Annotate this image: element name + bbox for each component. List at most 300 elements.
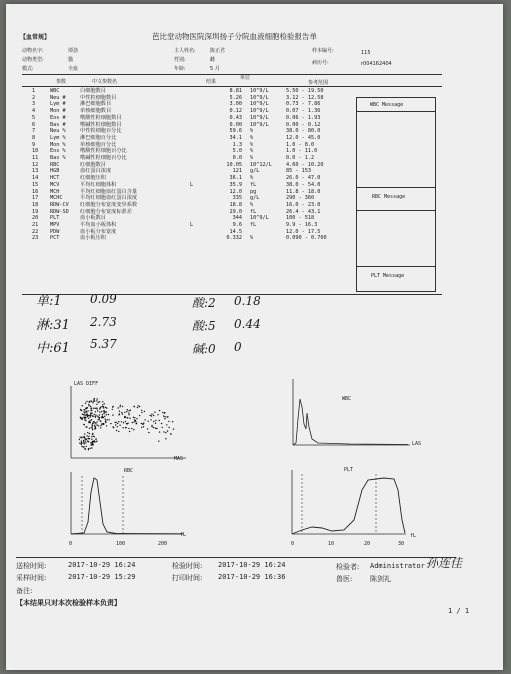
diff-dot <box>83 414 84 415</box>
diff-dot <box>88 438 89 439</box>
diff-dot <box>96 404 97 405</box>
diff-dot <box>168 421 169 422</box>
diff-dot <box>121 421 122 422</box>
diff-dot <box>103 423 104 424</box>
diff-dot <box>136 418 137 419</box>
diff-dot <box>85 417 86 418</box>
result-name: 平均红细胞血红蛋白浓度 <box>80 195 138 202</box>
result-flag <box>190 162 204 169</box>
diff-dot <box>115 424 116 425</box>
diff-dot <box>91 407 92 408</box>
diff-dot <box>105 412 106 413</box>
diff-dot <box>118 407 119 408</box>
diff-dot <box>102 414 103 415</box>
diff-dot <box>98 419 99 420</box>
result-ref: 11.8 - 18.0 <box>286 188 321 195</box>
report-tag: 【血常规】 <box>20 34 51 41</box>
diff-dot <box>143 426 144 427</box>
diff-dot <box>100 420 101 421</box>
diff-dot <box>157 414 158 415</box>
result-unit: % <box>250 134 254 141</box>
diff-dot <box>87 410 88 411</box>
diff-dot <box>84 424 85 425</box>
diff-dot <box>170 434 171 435</box>
result-row <box>32 115 356 122</box>
diff-dot <box>92 442 93 443</box>
result-code: Neu # <box>50 94 66 101</box>
result-no: 8 <box>32 134 36 141</box>
sex-label: 性别: <box>174 57 186 63</box>
result-value: 8.81 <box>229 88 242 94</box>
result-value: 10.05 <box>226 161 242 168</box>
diff-dot <box>103 417 104 418</box>
hand-note-2-value: 2.73 <box>90 315 117 329</box>
diff-dot <box>112 414 113 415</box>
diff-dot <box>141 423 142 424</box>
mode-label: 模式: <box>22 66 34 72</box>
diff-dot <box>90 448 91 449</box>
result-row <box>32 108 356 115</box>
result-row <box>32 202 356 209</box>
result-code: Mon % <box>50 141 66 148</box>
diff-dot <box>122 427 123 428</box>
rbc-tick-0: 0 <box>69 541 73 547</box>
result-value: 3.00 <box>229 101 242 108</box>
result-no: 17 <box>32 195 39 202</box>
result-unit: 10^9/L <box>250 101 269 108</box>
send-time-label: 送检时间: <box>16 562 47 570</box>
age: 5 月 <box>210 66 220 72</box>
diff-dot <box>79 439 80 440</box>
result-code: PCT <box>50 235 60 242</box>
result-no: 1 <box>32 88 36 94</box>
result-value: 36.1 <box>229 175 242 182</box>
result-value: 1.3 <box>232 141 242 148</box>
diff-dot <box>97 415 98 416</box>
result-code: HGB <box>50 168 60 175</box>
diff-dot <box>163 431 164 432</box>
diff-dot <box>82 405 83 406</box>
result-unit: fL <box>250 222 257 229</box>
plt-tick-10: 10 <box>328 541 335 547</box>
diff-dot <box>98 416 99 417</box>
result-name: 嗜碱性粒细胞百分比 <box>80 155 127 162</box>
diff-dot <box>124 417 125 418</box>
result-code: RBC <box>50 161 60 168</box>
diff-dot <box>139 415 140 416</box>
diff-dot <box>145 419 146 420</box>
diff-dot <box>104 416 105 417</box>
result-flag <box>190 135 204 142</box>
wbc-graph-title: WBC <box>342 396 352 402</box>
plt-message: PLT Message <box>371 273 405 279</box>
result-code: PLT <box>50 215 60 222</box>
diff-dot <box>102 401 103 402</box>
species: 猫 <box>68 57 74 63</box>
case-number: r004162404 <box>361 61 392 67</box>
result-unit: pg <box>250 188 257 195</box>
diff-dot <box>119 413 120 414</box>
col-ref: 参考范围 <box>308 80 329 86</box>
result-flag <box>190 155 204 162</box>
diff-dot <box>102 404 103 405</box>
result-name: 淋巴细胞百分比 <box>80 134 117 141</box>
rbc-unit: fL <box>180 532 187 538</box>
result-code: MCHC <box>50 195 63 202</box>
col-name: 中文参数名 <box>92 79 118 85</box>
page-number: 1 / 1 <box>448 607 470 615</box>
diff-dot <box>166 424 167 425</box>
diff-dot <box>90 415 91 416</box>
diff-dot <box>93 421 94 422</box>
diff-dot <box>93 399 94 400</box>
result-no: 9 <box>32 141 36 148</box>
result-code: Bas # <box>50 121 66 128</box>
diff-dot <box>154 412 155 413</box>
result-ref: 0.06 - 1.93 <box>286 114 321 121</box>
diff-dot <box>100 427 101 428</box>
diff-dot <box>122 413 123 414</box>
result-flag <box>190 122 204 129</box>
diff-dot <box>89 428 90 429</box>
result-name: 嗜碱性粒细胞数目 <box>80 121 122 128</box>
result-no: 15 <box>32 181 39 188</box>
diff-dot <box>133 417 134 418</box>
result-ref: 1.0 - 11.0 <box>286 148 318 155</box>
result-code: Eos % <box>50 148 66 155</box>
result-code: Neu % <box>50 128 66 135</box>
result-flag <box>190 215 204 222</box>
diff-dot <box>125 421 126 422</box>
diff-dot <box>165 432 166 433</box>
diff-dot <box>105 418 106 419</box>
result-name: 单核细胞数目 <box>80 108 112 115</box>
disclaimer: 【本结果只对本次检验样本负责】 <box>16 599 121 607</box>
check-time-label: 检验时间: <box>172 562 203 570</box>
plt-graph-title: PLT <box>344 467 354 473</box>
diff-dot <box>106 414 107 415</box>
result-flag <box>190 209 204 216</box>
diff-dot <box>134 406 135 407</box>
diff-dot <box>112 406 113 407</box>
collect-time-label: 采样时间: <box>16 574 47 582</box>
diff-dot <box>141 427 142 428</box>
result-no: 18 <box>32 201 39 208</box>
result-no: 3 <box>32 101 36 108</box>
diff-dot <box>96 441 97 442</box>
print-time: 2017-10-29 16:36 <box>218 573 286 581</box>
plt-unit: fL <box>410 533 417 539</box>
result-unit: % <box>250 148 254 155</box>
diff-dot <box>133 429 134 430</box>
result-name: 血小板分布宽度 <box>80 228 117 235</box>
diff-dot <box>148 421 149 422</box>
diff-dot <box>91 419 92 420</box>
diff-dot <box>133 421 134 422</box>
diff-dot <box>95 439 96 440</box>
result-ref: 0.07 - 1.36 <box>286 108 321 115</box>
report-paper <box>6 4 503 670</box>
plt-tick-30: 30 <box>398 541 405 547</box>
result-code: Lym % <box>50 134 66 141</box>
diff-dot <box>172 421 173 422</box>
result-unit: 10^12/L <box>250 161 272 168</box>
diff-dot <box>92 425 93 426</box>
result-value: 34.1 <box>229 134 242 141</box>
diff-dot <box>103 413 104 414</box>
diff-dot <box>88 449 89 450</box>
result-unit: % <box>250 201 254 208</box>
result-unit: % <box>250 128 254 135</box>
hand-note-5-value: 0.44 <box>234 317 261 331</box>
result-code: RDW-SD <box>50 208 69 215</box>
result-name: 红细胞分布宽度变异系数 <box>80 201 138 208</box>
result-no: 11 <box>32 155 39 162</box>
diff-dot <box>92 423 93 424</box>
case-label: 病历号: <box>312 60 329 66</box>
result-value: 0.12 <box>229 108 242 115</box>
result-name: 淋巴细胞数目 <box>80 101 112 108</box>
result-unit: g/L <box>250 168 260 175</box>
diff-dot <box>117 426 118 427</box>
diff-dot <box>96 421 97 422</box>
result-ref: 12.0 - 45.0 <box>286 134 321 141</box>
result-name: 红细胞压积 <box>80 175 106 182</box>
diff-dot <box>101 411 102 412</box>
result-unit: 10^9/L <box>250 94 269 101</box>
diff-dot <box>94 414 95 415</box>
diff-dot <box>121 412 122 413</box>
diff-dot <box>88 441 89 442</box>
result-name: 红细胞分布宽度标准差 <box>80 208 132 215</box>
diff-dot <box>148 432 149 433</box>
result-unit: 10^9/L <box>250 114 269 121</box>
result-flag <box>190 189 204 196</box>
result-ref: 290 - 360 <box>286 195 315 202</box>
diff-dot <box>95 411 96 412</box>
wbc-histogram <box>290 379 410 449</box>
diff-dot <box>93 408 94 409</box>
result-name: 中性粒细胞百分比 <box>80 128 122 135</box>
diff-dot <box>159 431 160 432</box>
result-no: 12 <box>32 161 39 168</box>
hand-note-1-value: 0.09 <box>90 292 117 306</box>
diff-dot <box>86 401 87 402</box>
diff-dot <box>112 409 113 410</box>
diff-dot <box>86 446 87 447</box>
result-code: HCT <box>50 175 60 182</box>
result-name: 血小板压积 <box>80 235 106 242</box>
diff-dot <box>82 414 83 415</box>
diff-dot <box>167 430 168 431</box>
result-row <box>32 135 356 142</box>
diff-dot <box>103 407 104 408</box>
result-value: 0.332 <box>226 235 242 242</box>
diff-dot <box>81 444 82 445</box>
col-unit: 单位 <box>240 75 251 81</box>
result-ref: 0.73 - 7.86 <box>286 101 321 108</box>
diff-dot <box>83 409 84 410</box>
diff-dot <box>91 415 92 416</box>
result-name: 中性粒细胞数目 <box>80 94 117 101</box>
diff-dot <box>126 411 127 412</box>
col-result: 结果 <box>206 79 217 85</box>
result-flag <box>190 88 204 95</box>
hand-note-5-label: 酸:5 <box>192 319 216 333</box>
diff-dot <box>139 406 140 407</box>
diff-dot <box>151 426 152 427</box>
result-unit: fL <box>250 181 257 188</box>
result-row <box>32 195 356 202</box>
result-name: 血红蛋白浓度 <box>80 168 112 175</box>
hand-note-2-label: 淋:31 <box>36 318 70 333</box>
diff-dot <box>96 407 97 408</box>
diff-dot <box>138 405 139 406</box>
result-no: 7 <box>32 128 36 135</box>
send-time: 2017-10-29 16:24 <box>68 561 136 569</box>
diff-dot <box>81 446 82 447</box>
result-unit: % <box>250 175 254 182</box>
diff-dot <box>91 436 92 437</box>
signature: 孙连佳 <box>426 556 463 570</box>
result-unit: 10^9/L <box>250 121 269 128</box>
diff-dot <box>127 409 128 410</box>
diff-dot <box>128 428 129 429</box>
result-no: 6 <box>32 121 36 128</box>
diff-dot <box>118 431 119 432</box>
result-code: MCH <box>50 188 60 195</box>
result-no: 21 <box>32 222 39 229</box>
diff-dot <box>129 431 130 432</box>
plt-msg-top <box>356 266 435 267</box>
diff-dot <box>108 414 109 415</box>
result-no: 13 <box>32 168 39 175</box>
header-top-rule <box>22 74 442 75</box>
diff-dot <box>95 416 96 417</box>
diff-dot <box>147 428 148 429</box>
diff-dot <box>158 441 159 442</box>
result-code: Eos # <box>50 114 66 121</box>
diff-dot <box>119 411 120 412</box>
result-value: 12.0 <box>229 188 242 195</box>
result-code: RDW-CV <box>50 201 69 208</box>
hand-note-6-value: 0 <box>234 340 242 354</box>
diff-dot <box>85 402 86 403</box>
diff-dot <box>79 442 80 443</box>
diff-dot <box>164 413 165 414</box>
diff-dot <box>103 406 104 407</box>
result-flag: L <box>190 222 194 229</box>
diff-dot <box>162 427 163 428</box>
result-unit: fL <box>250 208 257 215</box>
rbc-msg-divider <box>356 210 435 211</box>
check-time: 2017-10-29 16:24 <box>218 561 286 569</box>
result-flag <box>190 235 204 242</box>
diff-dot <box>95 414 96 415</box>
result-flag <box>190 148 204 155</box>
diff-dot <box>85 420 86 421</box>
result-flag <box>190 202 204 209</box>
print-time-label: 打印时间: <box>172 574 203 582</box>
diff-dot <box>155 423 156 424</box>
checker-label: 检验者: <box>336 563 360 571</box>
result-unit: % <box>250 235 254 242</box>
diff-scatter-plot <box>66 386 186 466</box>
result-ref: 0.090 - 0.700 <box>286 235 327 242</box>
diff-dot <box>88 448 89 449</box>
diff-dot <box>161 423 162 424</box>
diff-dot <box>92 441 93 442</box>
result-no: 10 <box>32 148 39 155</box>
diff-dot <box>118 421 119 422</box>
result-value: 121 <box>232 168 242 175</box>
diff-dot <box>83 417 84 418</box>
diff-dot <box>120 405 121 406</box>
diff-dot <box>88 415 89 416</box>
diff-dot <box>81 440 82 441</box>
diff-dot <box>128 412 129 413</box>
diff-dot <box>85 442 86 443</box>
rbc-msg-top <box>356 187 435 188</box>
result-value: 29.0 <box>229 208 242 215</box>
diff-dot <box>105 407 106 408</box>
result-unit: 10^9/L <box>250 215 269 222</box>
note-label: 备注: <box>16 587 33 595</box>
diff-dot <box>83 446 84 447</box>
checker: Administrator <box>370 562 425 570</box>
diff-dot <box>105 422 106 423</box>
diff-dot <box>94 436 95 437</box>
result-ref: 4.60 - 10.20 <box>286 161 324 168</box>
diff-dot <box>84 413 85 414</box>
diff-dot <box>94 398 95 399</box>
diff-dot <box>81 437 82 438</box>
diff-dot <box>89 421 90 422</box>
result-unit: % <box>250 155 254 162</box>
diff-dot <box>155 420 156 421</box>
result-value: 5.26 <box>229 94 242 101</box>
diff-dot <box>150 419 151 420</box>
results-table <box>32 88 356 242</box>
doctor: 陈剑礼 <box>370 575 391 583</box>
hand-note-6-label: 碱:0 <box>192 342 216 356</box>
diff-dot <box>90 416 91 417</box>
result-flag <box>190 128 204 135</box>
diff-dot <box>144 411 145 412</box>
result-flag <box>190 195 204 202</box>
diff-dot <box>104 410 105 411</box>
result-value: 18.8 <box>229 201 242 208</box>
diff-dot <box>98 425 99 426</box>
diff-dot <box>99 411 100 412</box>
result-no: 5 <box>32 114 36 121</box>
collect-time: 2017-10-29 15:29 <box>68 573 136 581</box>
diff-x-label: MAS <box>174 456 184 462</box>
result-ref: 0.0 - 1.2 <box>286 155 315 162</box>
diff-dot <box>110 423 111 424</box>
result-code: MCV <box>50 181 60 188</box>
diff-dot <box>88 436 89 437</box>
result-ref: 5.50 - 19.50 <box>286 88 324 94</box>
diff-dot <box>151 415 152 416</box>
diff-dot <box>104 403 105 404</box>
diff-dot <box>106 425 107 426</box>
diff-dot <box>85 426 86 427</box>
diff-dot <box>90 412 91 413</box>
diff-dot <box>173 428 174 429</box>
diff-dot <box>90 420 91 421</box>
diff-dot <box>87 416 88 417</box>
